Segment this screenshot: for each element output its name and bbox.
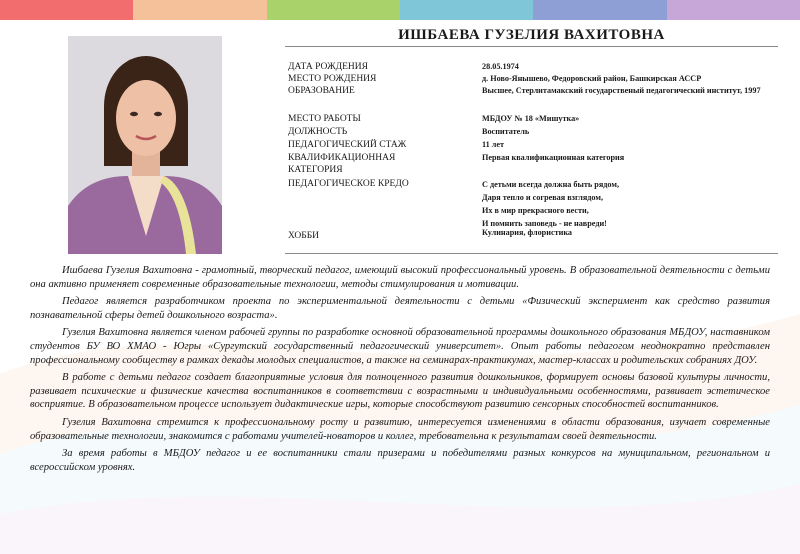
credo-label: ПЕДАГОГИЧЕСКОЕ КРЕДО (288, 179, 409, 189)
page-title: ИШБАЕВА ГУЗЕЛИЯ ВАХИТОВНА (285, 26, 778, 47)
profile-value: Первая квалификационная категория (482, 153, 625, 162)
profile-row-birthdate (285, 61, 778, 73)
profile-row-category (285, 152, 778, 178)
stripe-6 (667, 0, 800, 20)
profile-value: Воспитатель (482, 127, 530, 136)
profile-label: МЕСТО РОЖДЕНИЯ (288, 74, 377, 84)
stripe-2 (133, 0, 266, 20)
profile-label: ПЕДАГОГИЧЕСКИЙ СТАЖ (288, 140, 407, 150)
profile-value: МБДОУ № 18 «Мишутка» (482, 114, 580, 123)
stripe-3 (267, 0, 400, 20)
profile-row-hobby (285, 227, 778, 240)
profile-row-birthplace (285, 73, 778, 85)
profile-row-education (285, 85, 778, 113)
stripe-4 (400, 0, 533, 20)
profile-row-workplace (285, 113, 778, 126)
credo-line: Даря тепло и согревая взглядом, (482, 193, 603, 202)
profile-label: ОБРАЗОВАНИЕ (288, 86, 355, 96)
hobby-label: ХОББИ (288, 231, 320, 241)
profile-value: 28.05.1974 (482, 62, 519, 71)
bio-paragraph: Ишбаева Гузелия Вахитовна - грамотный, творческий педагог, имеющий высокий профессиональный уровень. В образовательной деятельности с детьми она активно применяет современные образовательные технологии, методы стимулирования и мотивации. (30, 265, 770, 290)
profile-label: ДАТА РОЖДЕНИЯ (288, 62, 368, 72)
bio-paragraph: Гузелия Вахитовна является членом рабочей группы по разработке основной образовательной программы дошкольного образования МБДОУ, наставником студентов БУ ВО ХМАО - Югры «Сургутский государственный педагогический университет». Опыт работы педагогом неоднократно представлен профессиональному сообществу в рамках декады молодых специалистов, а также на семинарах-практикумах, мастер-классах и родительских собраниях ДОУ. (30, 327, 770, 366)
profile-row-experience (285, 139, 778, 152)
portrait-photo (68, 36, 222, 254)
profile-value: 11 лет (482, 140, 505, 149)
profile-table (285, 61, 778, 243)
profile-label: ДОЛЖНОСТЬ (288, 127, 348, 137)
profile-value: Высшее, Стерлитамакский государственый педагогический институт, 1997 (482, 86, 761, 95)
bio-paragraph: Гузелия Вахитовна стремится к профессиональному росту и развитию, интересуется изменениями в области образования, изучает современные образовательные технологии, знакомится с работами учителей-новаторов и коллег, требовательна к результатам своей деятельности. (30, 416, 770, 442)
profile-row-position (285, 126, 778, 139)
profile-row-credo (285, 178, 778, 230)
credo-poem (482, 178, 778, 230)
credo-line: И помнить заповедь - не навреди! (482, 219, 607, 228)
biography-text (30, 264, 770, 478)
profile-label: КВАЛИФИКАЦИОННАЯ КАТЕГОРИЯ (288, 153, 396, 175)
color-stripe-bar (0, 0, 800, 20)
stripe-1 (0, 0, 133, 20)
profile-label: МЕСТО РАБОТЫ (288, 114, 361, 124)
stripe-5 (533, 0, 666, 20)
credo-line: Их в мир прекрасного вести, (482, 206, 589, 215)
table-bottom-divider (285, 253, 778, 254)
bio-paragraph: В работе с детьми педагог создает благоприятные условия для полноценного развития дошкольников, формирует основы базовой культуры личности, развивает психические и физические качества воспитанников в соответствии с возрастными и индивидуальными особенностями, развивает эстетическое восприятие. В образовательном процессе использует дидактические игры, которые способствуют развитию сенсорных способностей воспитанников. (30, 372, 770, 411)
profile-value: д. Ново-Янышево, Федоровский район, Башкирская АССР (482, 74, 702, 83)
hobby-value: Кулинария, флористика (482, 228, 573, 237)
bio-paragraph: Педагог является разработчиком проекта по экспериментальной деятельности с детьми «Физический эксперимент как средство развития познавательной сферы детей дошкольного возраста». (30, 296, 770, 321)
credo-line: С детьми всегда должна быть рядом, (482, 180, 619, 189)
bio-paragraph: За время работы в МБДОУ педагог и ее воспитанники стали призерами и победителями разных конкурсов на муниципальном, региональном и всероссийском уровнях. (30, 448, 770, 473)
